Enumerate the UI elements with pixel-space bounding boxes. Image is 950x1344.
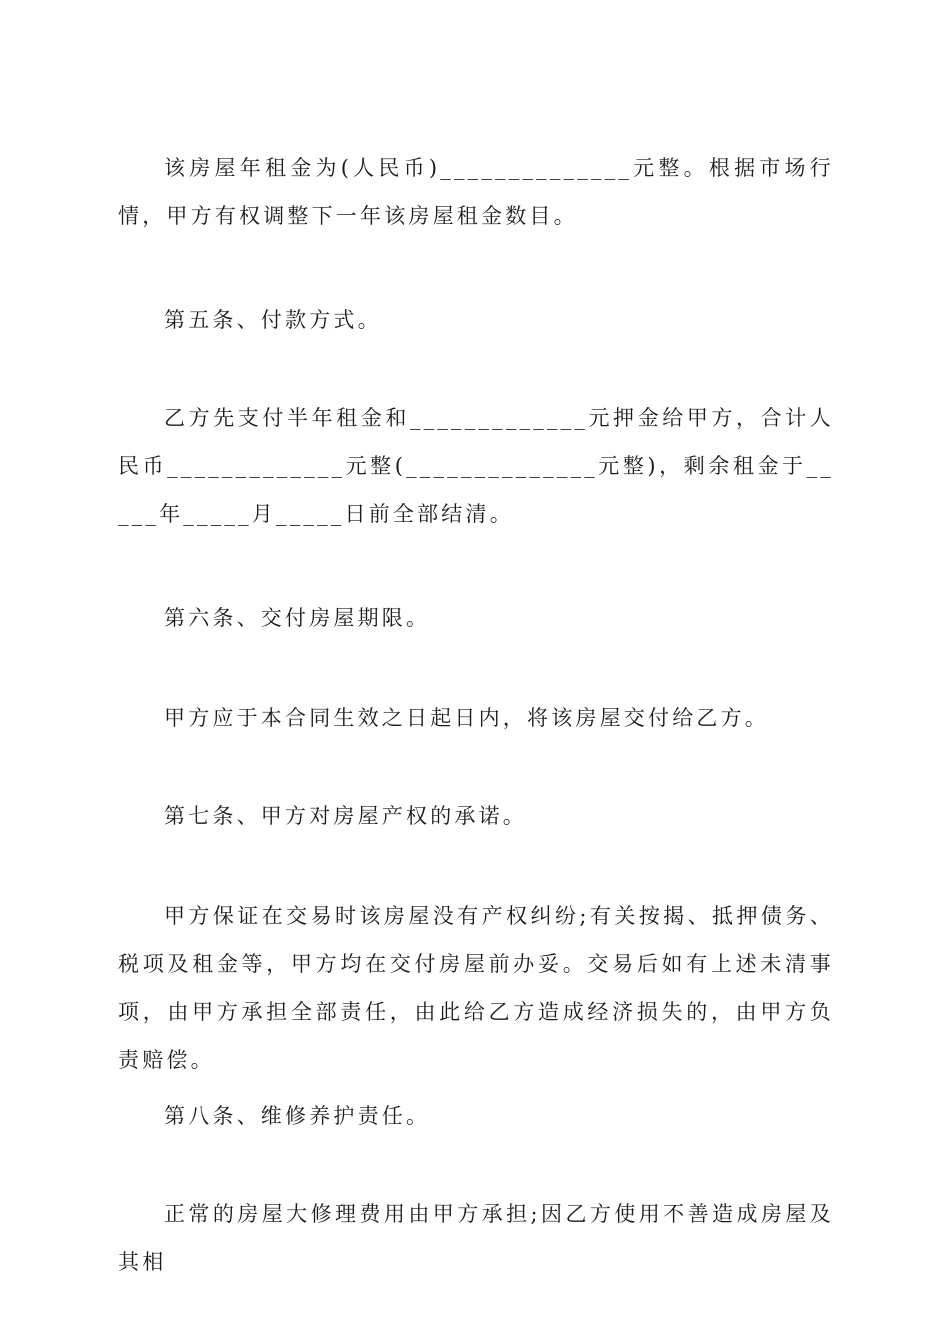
article-8-heading: 第八条、维修养护责任。 bbox=[164, 1104, 431, 1128]
rent-amount-paragraph: 该房屋年租金为(人民币)______________元整。根据市场行情，甲方有权调整下一年该房屋租金数目。 bbox=[118, 156, 834, 228]
delivery-terms-paragraph: 甲方应于本合同生效之日起日内，将该房屋交付给乙方。 bbox=[164, 706, 769, 730]
property-rights-paragraph: 甲方保证在交易时该房屋没有产权纠纷;有关按揭、抵押债务、税项及租金等，甲方均在交付房屋前办妥。交易后如有上述未清事项，由甲方承担全部责任，由此给乙方造成经济损失的，由甲方负责赔偿。 bbox=[118, 904, 834, 1072]
payment-terms-paragraph: 乙方先支付半年租金和_____________元押金给甲方，合计人民币_____________元整(______________元整)，剩余租金于_____年_____月_____日前全部结清。 bbox=[118, 406, 834, 526]
article-7-heading: 第七条、甲方对房屋产权的承诺。 bbox=[164, 804, 527, 828]
article-6-heading: 第六条、交付房屋期限。 bbox=[164, 606, 431, 630]
article-5-heading: 第五条、付款方式。 bbox=[164, 308, 382, 332]
maintenance-terms-paragraph: 正常的房屋大修理费用由甲方承担;因乙方使用不善造成房屋及其相 bbox=[118, 1202, 834, 1274]
